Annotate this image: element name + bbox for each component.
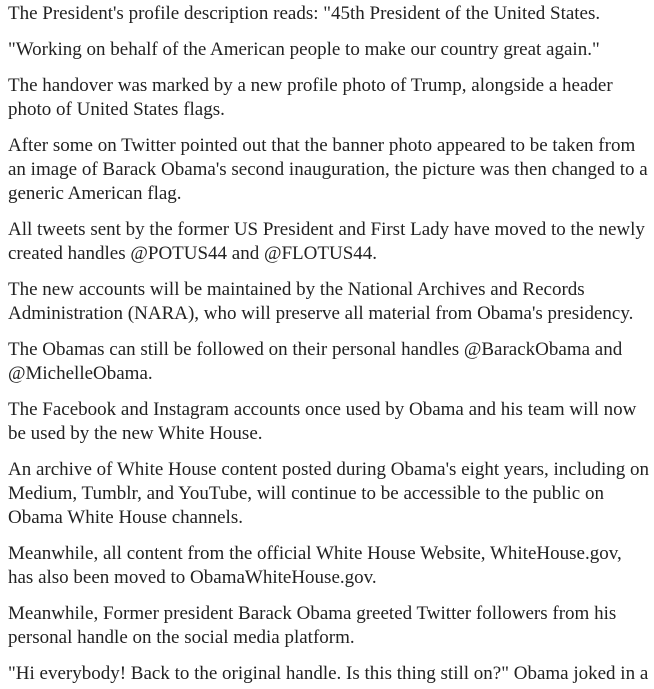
article-paragraph: After some on Twitter pointed out that the banner photo appeared to be taken from an image of Barack Obama's second inauguration, the picture was then changed to a generic American flag. [8, 135, 648, 204]
article-paragraph: The Obamas can still be followed on their personal handles @BarackObama and @MichelleObama. [8, 339, 623, 384]
article-paragraph: The Facebook and Instagram accounts once used by Obama and his team will now be used by the new White House. [8, 399, 637, 444]
article-paragraph: An archive of White House content posted during Obama's eight years, including on Medium, Tumblr, and YouTube, will continue to be accessible to the public on Obama White House channels. [8, 459, 649, 528]
article-paragraph: "Hi everybody! Back to the original handle. Is this thing still on?" Obama joked in a [8, 663, 649, 684]
article-paragraph: Meanwhile, all content from the official White House Website, WhiteHouse.gov, has also been moved to ObamaWhiteHouse.gov. [8, 543, 622, 588]
article-paragraph: All tweets sent by the former US President and First Lady have moved to the newly created handles @POTUS44 and @FLOTUS44. [8, 219, 645, 264]
article-paragraph: Meanwhile, Former president Barack Obama greeted Twitter followers from his personal handle on the social media platform. [8, 603, 617, 648]
article-paragraph: The President's profile description reads: "45th President of the United States. [8, 3, 601, 24]
article-paragraph: The new accounts will be maintained by the National Archives and Records Administration (NARA), who will preserve all material from Obama's presidency. [8, 279, 634, 324]
article-paragraph: The handover was marked by a new profile photo of Trump, alongside a header photo of United States flags. [8, 75, 613, 120]
article-body [0, 2, 650, 686]
article-paragraph: "Working on behalf of the American people to make our country great again." [8, 39, 600, 60]
